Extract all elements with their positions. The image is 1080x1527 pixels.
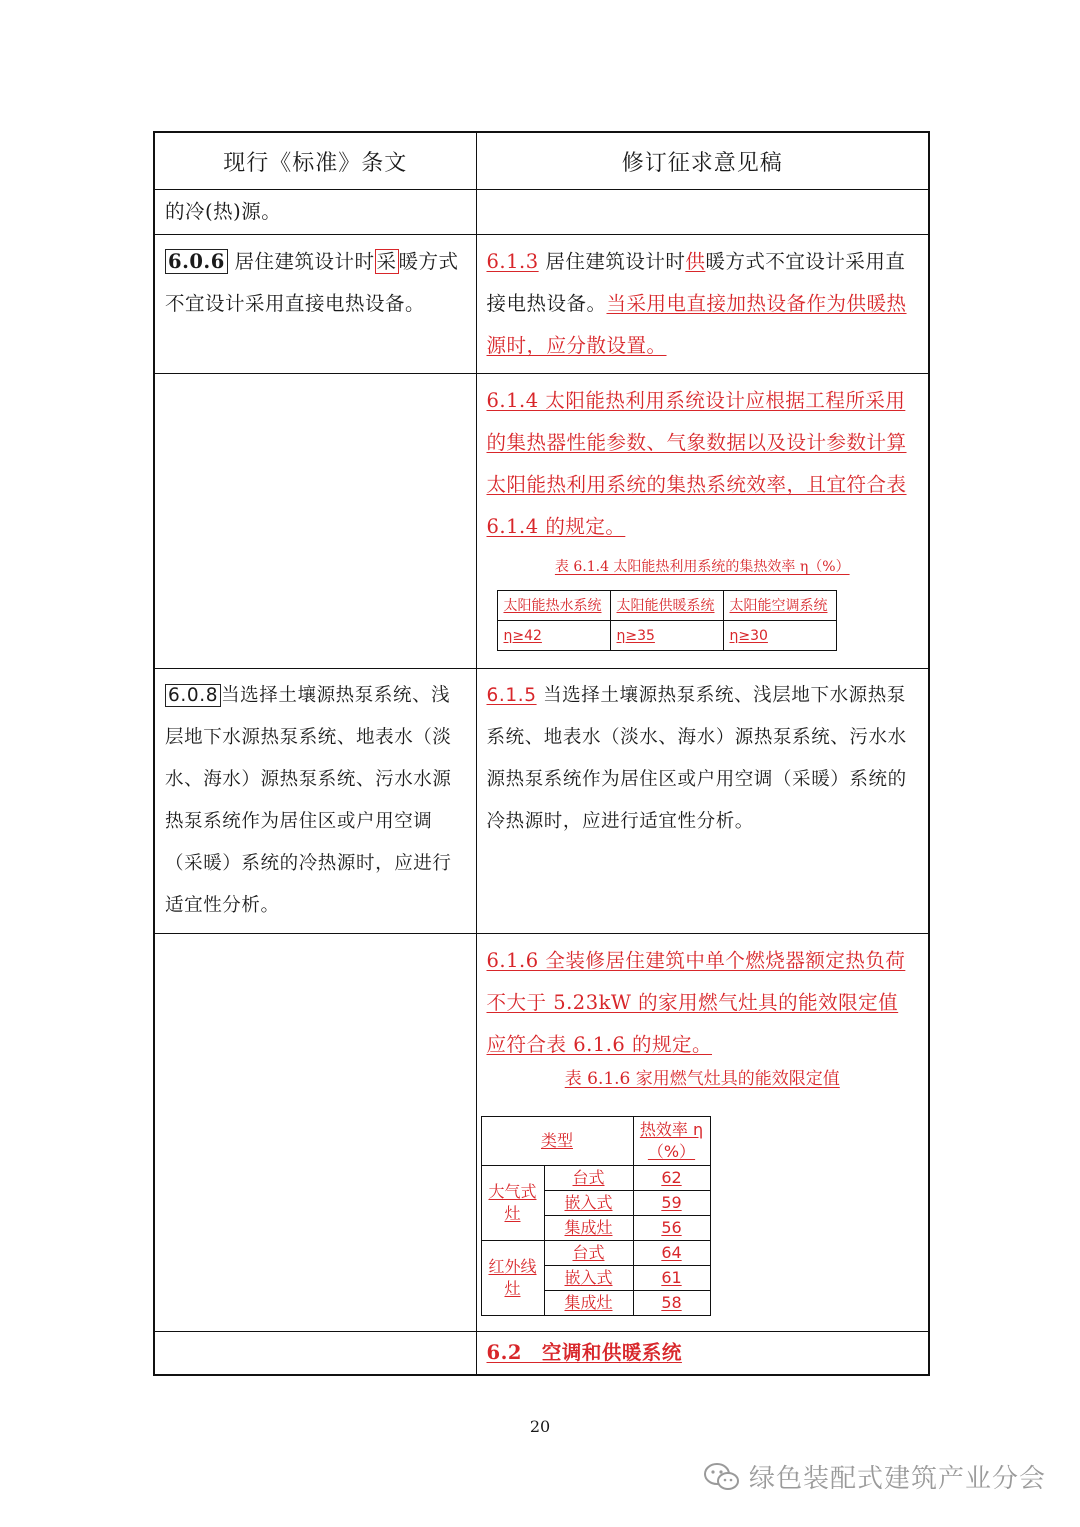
table-cell: η≥35 [610, 621, 723, 651]
table-header-row [154, 132, 929, 190]
header-type: 类型 [481, 1117, 633, 1166]
table-cell: 58 [633, 1291, 710, 1316]
table-cell: 56 [633, 1216, 710, 1241]
table-cell: 62 [633, 1166, 710, 1191]
table-cell: η≥42 [497, 621, 610, 651]
changed-char: 供 [685, 250, 706, 273]
table-cell: η≥30 [723, 621, 836, 651]
group-atmospheric: 大气式灶 [481, 1166, 544, 1241]
table-cell: 太阳能供暖系统 [610, 591, 723, 621]
table-cell: 59 [633, 1191, 710, 1216]
table-6-1-4-caption: 表 6.1.4 太阳能热利用系统的集热效率 η（%） [554, 559, 850, 575]
table-row [154, 190, 929, 235]
gas-stove-efficiency-table [481, 1116, 711, 1316]
header-efficiency: 热效率 η（%） [633, 1117, 710, 1166]
table-cell: 61 [633, 1266, 710, 1291]
clause-6-1-6: 6.1.6 全装修居住建筑中单个燃烧器额定热负荷不大于 5.23kW 的家用燃气灶具的能效限定值应符合表 6.1.6 的规定。 [486, 949, 906, 1056]
clause-6-1-3: 6.1.3 居住建筑设计时供暖方式不宜设计采用直接电热设备。当采用电直接加热设备作为供暖热源时，应分散设置。 [486, 250, 907, 357]
header-current-standard: 现行《标准》条文 [154, 132, 476, 190]
table-row [154, 1332, 929, 1376]
added-text: 当采用电直接加热设备作为供暖热源时，应分散设置。 [486, 292, 907, 357]
table-cell: 集成灶 [544, 1216, 633, 1241]
clause-number: 6.0.6 [165, 249, 228, 274]
wechat-icon [703, 1461, 741, 1493]
highlighted-char: 采 [376, 250, 397, 273]
page-number: 20 [529, 1417, 551, 1436]
section-6-2-heading: 6.2 空调和供暖系统 [486, 1341, 682, 1364]
group-infrared: 红外线灶 [481, 1241, 544, 1316]
table-cell: 太阳能热水系统 [497, 591, 610, 621]
clause-6-1-4: 6.1.4 太阳能热利用系统设计应根据工程所采用的集热器性能参数、气象数据以及设计参数计算太阳能热利用系统的集热系统效率，且宜符合表 6.1.4 的规定。 [486, 389, 907, 538]
clause-6-0-8: 6.0.8 当选择土壤源热泵系统、浅层地下水源热泵系统、地表水（淡水、海水）源热泵系统、污水水源热泵系统作为居住区或户用空调（采暖）系统的冷热源时，应进行适宜性分析。 [165, 685, 452, 916]
clause-number: 6.1.5 [486, 685, 537, 706]
table-row [154, 934, 929, 1332]
solar-efficiency-table [497, 590, 837, 651]
table-cell: 集成灶 [544, 1291, 633, 1316]
watermark [703, 1458, 1046, 1495]
row1-left-text: 的冷(热)源。 [165, 200, 282, 223]
clause-number: 6.0.8 [165, 684, 221, 707]
clause-number: 6.1.3 [486, 250, 539, 273]
clause-6-0-6: 6.0.6 居住建筑设计时 采 暖方式不宜设计采用直接电热设备。 [165, 250, 459, 315]
table-cell: 嵌入式 [544, 1266, 633, 1291]
table-row [154, 374, 929, 669]
table-cell: 嵌入式 [544, 1191, 633, 1216]
table-cell: 台式 [544, 1241, 633, 1266]
table-cell: 64 [633, 1241, 710, 1266]
table-row [154, 669, 929, 934]
header-revision-draft: 修订征求意见稿 [476, 132, 929, 190]
watermark-text: 绿色装配式建筑产业分会 [748, 1464, 1046, 1494]
comparison-table [153, 131, 930, 1376]
clause-6-1-5: 6.1.5 当选择土壤源热泵系统、浅层地下水源热泵系统、地表水（淡水、海水）源热泵系统、污水水源热泵系统作为居住区或户用空调（采暖）系统的冷热源时，应进行适宜性分析。 [486, 685, 907, 832]
table-cell: 太阳能空调系统 [723, 591, 836, 621]
table-6-1-6-caption: 表 6.1.6 家用燃气灶具的能效限定值 [564, 1069, 840, 1089]
table-row [154, 235, 929, 374]
table-cell: 台式 [544, 1166, 633, 1191]
